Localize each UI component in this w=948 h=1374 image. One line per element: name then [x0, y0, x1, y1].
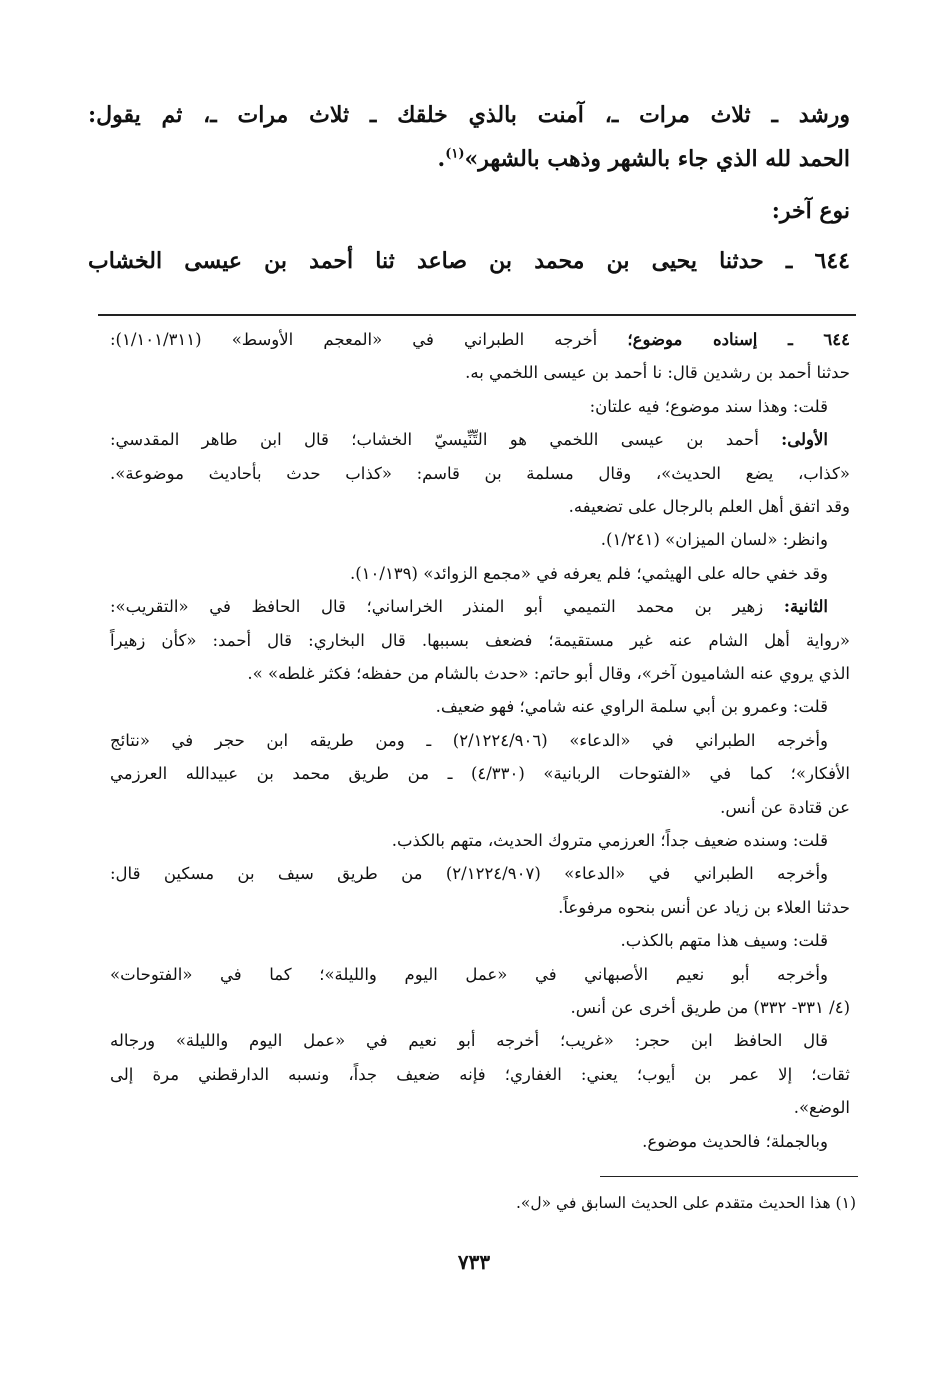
commentary-text: وقد اتفق أهل العلم بالرجال على تضعيفه.: [568, 497, 850, 516]
text-separator-rule: [98, 314, 856, 316]
commentary-text: «رواية أهل الشام عنه غير مستقيمة؛ فضعف بسببها. قال البخاري: قال أحمد: «كأن زهيراً: [110, 630, 850, 650]
commentary-text: حدثنا العلاء بن زياد عن أنس بنحوه مرفوعاً.: [558, 897, 850, 917]
main-text-line-2-body: الحمد لله الذي جاء بالشهر وذهب بالشهر»: [464, 146, 850, 172]
commentary-text: وأخرجه أبو نعيم الأصبهاني في «عمل اليوم والليلة»؛ كما في «الفتوحات»: [110, 964, 828, 984]
commentary-line: [110, 363, 850, 382]
footnote-separator-rule: [600, 1176, 858, 1177]
commentary-line: [110, 697, 828, 716]
commentary-text: وأخرجه الطبراني في «الدعاء» (٢/١٢٢٤/٩٠٧) من طريق سيف بن مسكين قال:: [110, 864, 828, 884]
commentary-line: [110, 1031, 828, 1050]
main-text-line-1: ورشد ـ ثلاث مرات ـ، آمنت بالذي خلقك ـ ثلاث مرات ـ، ثم يقول:: [88, 102, 850, 128]
commentary-text: حدثنا أحمد بن رشدين قال: نا أحمد بن عيسى اللخمي به.: [465, 363, 850, 383]
commentary-line: [110, 397, 828, 416]
commentary-text: (٤/ ٣٣١- ٣٣٢) من طريق أخرى عن أنس.: [570, 998, 850, 1017]
commentary-line: [110, 1132, 828, 1151]
commentary-line: [110, 798, 850, 817]
commentary-text: الوضع».: [793, 1098, 850, 1118]
commentary-text: وانظر: «لسان الميزان» (١/٢٤١).: [600, 530, 828, 550]
main-text-line-2-end: .: [437, 146, 446, 172]
commentary-text: ثقات؛ إلا عمر بن أيوب؛ يعني: الغفاري؛ فإنه ضعيف جداً، ونسبه الدارقطني مرة إلى: [110, 1064, 850, 1084]
commentary-line: [110, 497, 850, 516]
commentary-bold-lead: ٦٤٤ ـ إسناده موضوع؛: [627, 330, 850, 349]
hadith-number: ٦٤٤: [814, 248, 850, 274]
commentary-line: [110, 731, 828, 750]
commentary-line: [110, 965, 828, 984]
main-text-line-2: [88, 146, 850, 172]
commentary-line: [110, 764, 850, 783]
commentary-line: [110, 931, 828, 950]
commentary-line: [110, 898, 850, 917]
commentary-text: وأخرجه الطبراني في «الدعاء» (٢/١٢٢٤/٩٠٦) ـ ومن طريقه ابن حجر في «نتائج: [110, 730, 828, 750]
commentary-text: الذي يروي عنه الشاميون آخر»، وقال أبو حاتم: «حدث بالشام من حفظه؛ فكثر غلطه» ».: [247, 664, 850, 683]
commentary-text: قال الحافظ ابن حجر: «غريب؛ أخرجه أبو نعيم في «عمل اليوم والليلة» ورجاله: [110, 1031, 828, 1051]
commentary-bold-lead: الثانية:: [783, 597, 828, 617]
footnote-reference: (١): [445, 146, 465, 162]
hadith-line: [88, 248, 850, 274]
commentary-text: وقد خفي حاله على الهيثمي؛ فلم يعرفه في «مجمع الزوائد» (١٠/١٣٩).: [349, 563, 828, 583]
commentary-text: قلت: وسيف هذا متهم بالكذب.: [620, 931, 828, 951]
commentary-line: [110, 530, 828, 549]
commentary-line: [110, 430, 828, 449]
commentary-line: [110, 864, 828, 883]
commentary-text: وبالجملة؛ فالحديث موضوع.: [642, 1131, 828, 1151]
commentary-line: [110, 564, 828, 583]
commentary-text: «كذاب، يضع الحديث»، وقال مسلمة بن قاسم: «كذاب حدث بأحاديث موضوعة».: [110, 463, 850, 483]
commentary-text: قلت: وعمرو بن أبي سلمة الراوي عنه شامي؛ فهو ضعيف.: [435, 697, 828, 717]
commentary-text: قلت: وهذا سند موضوع؛ فيه علتان:: [589, 396, 828, 416]
footnote: (١) هذا الحديث متقدم على الحديث السابق في «ل».: [515, 1194, 856, 1212]
commentary-line: [110, 464, 850, 483]
commentary-line: [110, 831, 828, 850]
commentary-text: عن قتادة عن أنس.: [720, 797, 850, 817]
page-number: ٧٣٣: [457, 1250, 491, 1274]
commentary-line: [110, 631, 850, 650]
commentary-line: [110, 330, 850, 349]
commentary-bold-lead: الأولى:: [781, 430, 828, 450]
commentary-text: الأفكار»؛ كما في «الفتوحات الربانية» (٤/٣٣٠) ـ من طريق محمد بن عبيدالله العرزمي: [110, 764, 850, 784]
hadith-text: ـ حدثنا يحيى بن محمد بن صاعد ثنا أحمد بن عيسى الخشاب: [88, 248, 815, 274]
commentary-line: [110, 998, 850, 1017]
commentary-text: زهير بن محمد التميمي أبو المنذر الخراساني؛ قال الحافظ في «التقريب»:: [110, 597, 784, 617]
commentary-text: أحمد بن عيسى اللخمي هو التِّنِّيسيّ الخشاب؛ قال ابن طاهر المقدسي:: [110, 430, 782, 450]
commentary-text: قلت: وسنده ضعيف جداً؛ العرزمي متروك الحديث، متهم بالكذب.: [391, 831, 828, 850]
commentary-text: أخرجه الطبراني في «المعجم الأوسط» (١/١٠١/٣١١):: [110, 330, 628, 349]
commentary-line: [110, 664, 850, 683]
commentary-line: [110, 1065, 850, 1084]
commentary-line: [110, 597, 828, 616]
section-heading: نوع آخر:: [771, 198, 850, 224]
commentary-line: [110, 1098, 850, 1117]
